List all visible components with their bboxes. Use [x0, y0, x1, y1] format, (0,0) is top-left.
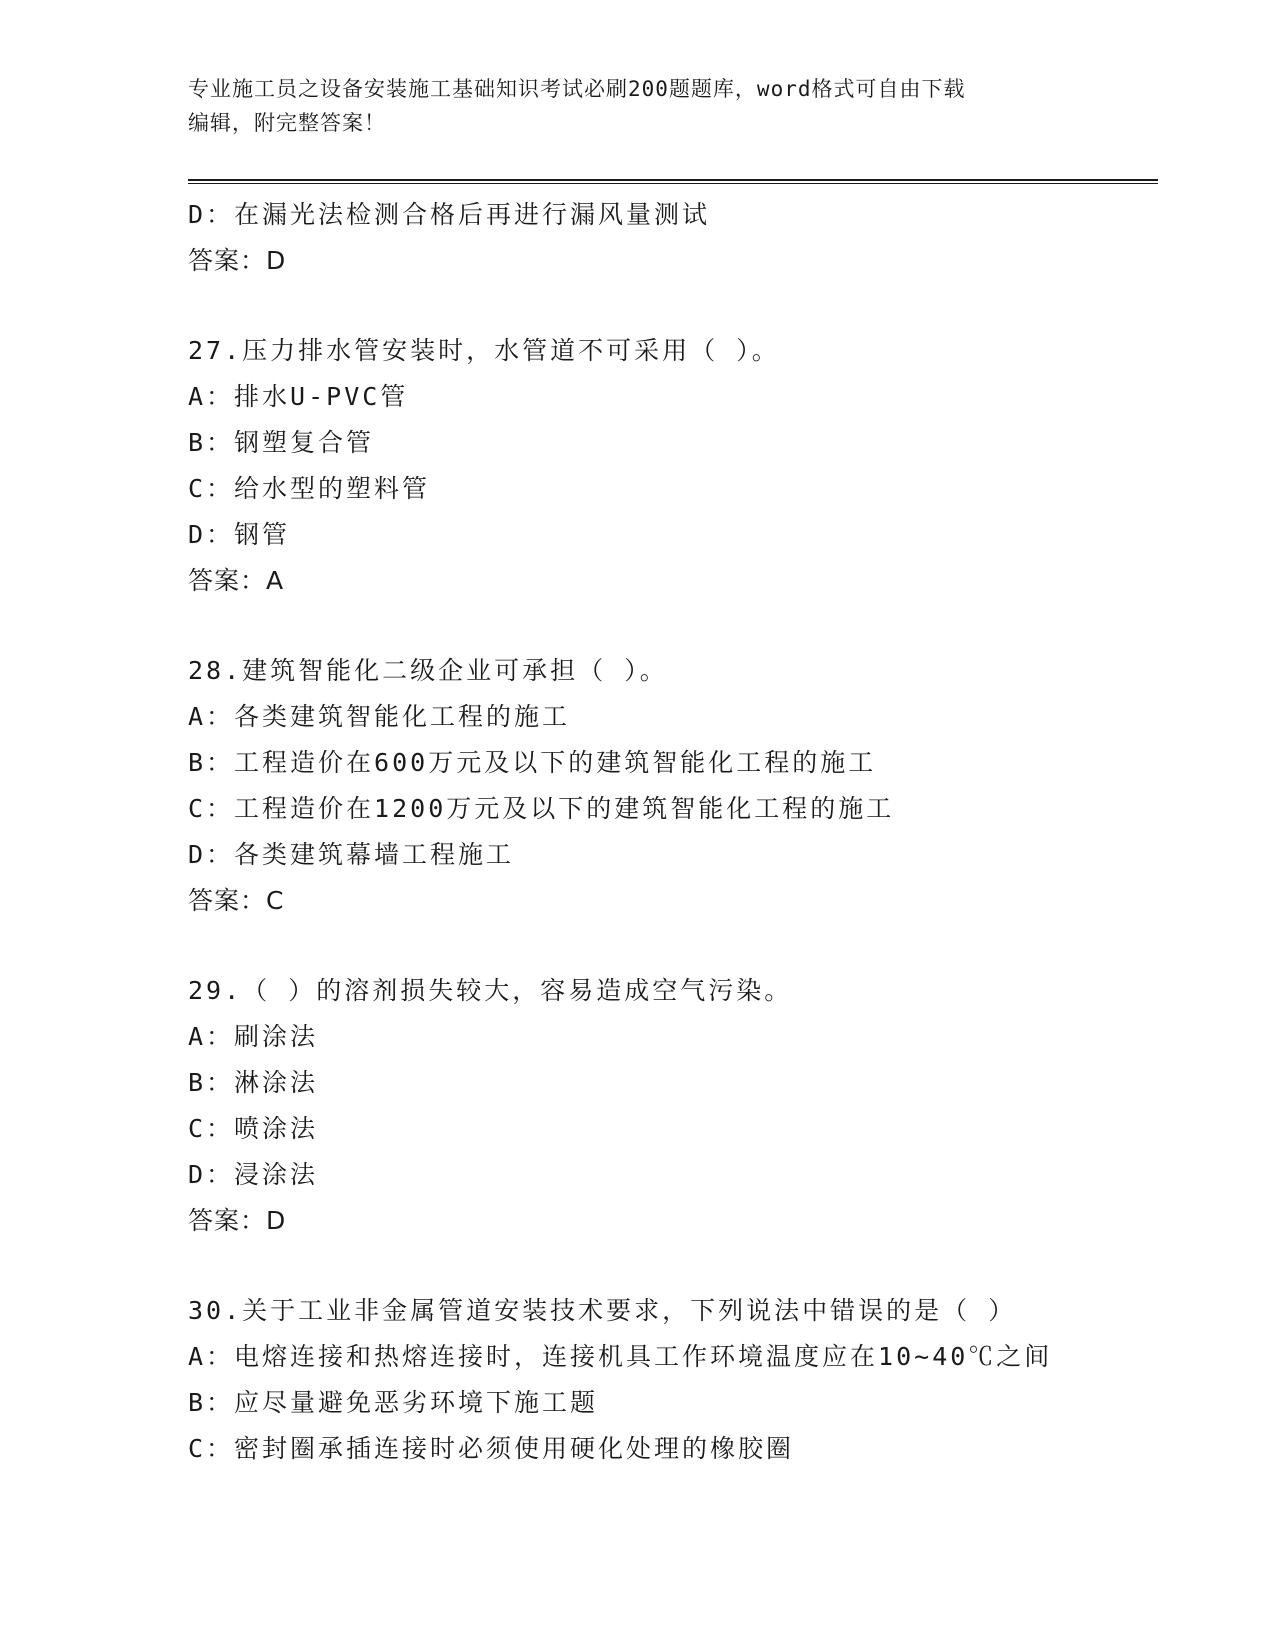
answer-line: 答案：D — [188, 1206, 287, 1235]
question-block-27 — [188, 328, 1148, 604]
option-a: A：电熔连接和热熔连接时，连接机具工作环境温度应在10~40℃之间 — [188, 1342, 1053, 1371]
option-c: C：喷涂法 — [188, 1114, 319, 1143]
option-b: B：应尽量避免恶劣环境下施工题 — [188, 1388, 599, 1417]
header-divider-thin — [188, 183, 1158, 184]
option-c: C：给水型的塑料管 — [188, 474, 431, 503]
option-b: B：钢塑复合管 — [188, 428, 375, 457]
option-d: D：钢管 — [188, 520, 291, 549]
answer-line: 答案：D — [188, 246, 287, 275]
question-stem: 27.压力排水管安装时，水管道不可采用（ ）。 — [188, 336, 780, 365]
question-list — [188, 192, 1148, 1516]
answer-line: 答案：C — [188, 886, 285, 915]
option-a: A：刷涂法 — [188, 1022, 319, 1051]
header-line-2: 编辑，附完整答案！ — [188, 111, 386, 135]
header-divider-thick — [188, 179, 1158, 181]
option-a: A：各类建筑智能化工程的施工 — [188, 702, 571, 731]
option-d: D：浸涂法 — [188, 1160, 319, 1189]
question-stem: 28.建筑智能化二级企业可承担（ ）。 — [188, 656, 668, 685]
option-a: A：排水U-PVC管 — [188, 382, 409, 411]
option-c: C：密封圈承插连接时必须使用硬化处理的橡胶圈 — [188, 1434, 795, 1463]
option-d: D：在漏光法检测合格后再进行漏风量测试 — [188, 200, 711, 229]
header-line-1: 专业施工员之设备安装施工基础知识考试必刷200题题库，word格式可自由下载 — [188, 77, 966, 101]
question-block-29 — [188, 968, 1148, 1244]
option-b: B：淋涂法 — [188, 1068, 319, 1097]
answer-line: 答案：A — [188, 566, 285, 595]
question-block-28 — [188, 648, 1148, 924]
option-b: B：工程造价在600万元及以下的建筑智能化工程的施工 — [188, 748, 877, 777]
option-c: C：工程造价在1200万元及以下的建筑智能化工程的施工 — [188, 794, 895, 823]
question-block-26 — [188, 192, 1148, 284]
question-stem: 29.（ ）的溶剂损失较大，容易造成空气污染。 — [188, 976, 793, 1005]
option-d: D：各类建筑幕墙工程施工 — [188, 840, 515, 869]
question-block-30 — [188, 1288, 1148, 1472]
question-stem: 30.关于工业非金属管道安装技术要求，下列说法中错误的是（ ） — [188, 1296, 1017, 1325]
page-header — [188, 72, 1088, 140]
